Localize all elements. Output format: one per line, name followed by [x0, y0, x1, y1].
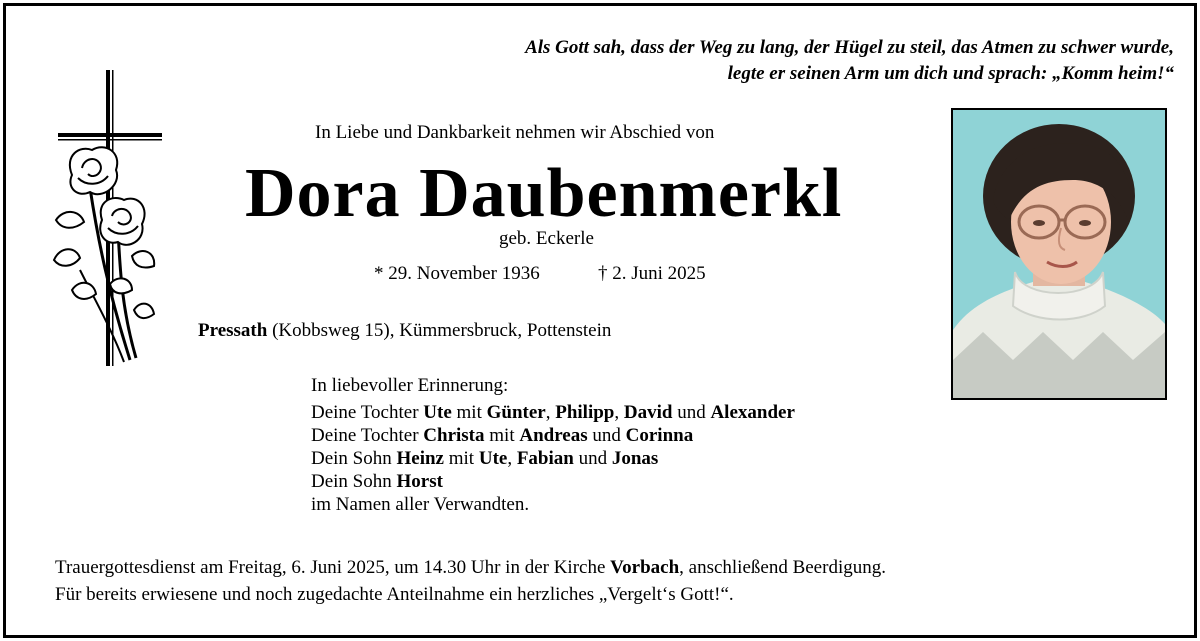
- service-text: Trauergottesdienst am Freitag, 6. Juni 2025, um 14.30 Uhr in der Kirche: [55, 557, 611, 578]
- mourner-name: Christa: [423, 425, 485, 446]
- service-line-1: [55, 554, 886, 581]
- maiden-name: geb. Eckerle: [499, 228, 594, 249]
- mourner-line: [311, 470, 795, 493]
- mourner-name: Horst: [396, 471, 443, 492]
- mourner-text: ,: [545, 402, 556, 423]
- mourners-heading: In liebevoller Erinnerung:: [311, 375, 509, 396]
- mourner-name: Ute: [478, 448, 508, 469]
- portrait-photo: [951, 108, 1167, 400]
- mourner-text: ,: [507, 448, 517, 469]
- mourner-text: Deine Tochter: [311, 402, 424, 423]
- service-block: [55, 554, 886, 608]
- residence-details: (Kobbsweg 15), Kümmersbruck, Pottenstein: [267, 320, 612, 341]
- cross-with-roses-icon: [50, 70, 165, 368]
- portrait-illustration: [953, 110, 1165, 398]
- mourner-lines: [311, 401, 795, 516]
- mourner-text: ,: [614, 402, 624, 423]
- service-burial: , anschließend Beerdigung.: [679, 557, 886, 578]
- mourner-name: Alexander: [710, 402, 795, 423]
- mourner-text: und: [587, 425, 626, 446]
- mourner-name: Andreas: [519, 425, 588, 446]
- motto-line-1: Als Gott sah, dass der Weg zu lang, der Hügel zu steil, das Atmen zu schwer wurde,: [525, 37, 1174, 58]
- mourner-text: mit: [444, 448, 479, 469]
- mourner-text: mit: [484, 425, 520, 446]
- mourner-name: Corinna: [625, 425, 694, 446]
- mourner-text: Dein Sohn: [311, 471, 397, 492]
- residence-town: Pressath: [198, 320, 268, 341]
- farewell-intro: In Liebe und Dankbarkeit nehmen wir Abschied von: [315, 122, 715, 143]
- mourner-text: und: [573, 448, 612, 469]
- mourner-text: und: [672, 402, 711, 423]
- mourner-name: Fabian: [516, 448, 574, 469]
- mourner-name: Philipp: [555, 402, 615, 423]
- thanks-line: Für bereits erwiesene und noch zugedachte Anteilnahme ein herzliches „Vergelt‘s Gott!“.: [55, 584, 734, 605]
- deceased-name: Dora Daubenmerkl: [245, 155, 843, 232]
- motto-line-2: legte er seinen Arm um dich und sprach: „Komm heim!“: [727, 63, 1174, 84]
- birth-date: * 29. November 1936: [374, 263, 540, 284]
- mourner-text: mit: [451, 402, 487, 423]
- mourner-line: [311, 424, 795, 447]
- death-date: † 2. Juni 2025: [598, 263, 706, 284]
- mourner-name: Ute: [423, 402, 452, 423]
- mourner-name: Heinz: [396, 448, 444, 469]
- mourner-line: [311, 401, 795, 424]
- mourner-text: Dein Sohn: [311, 448, 397, 469]
- service-church: Vorbach: [610, 557, 680, 578]
- mourner-line: [311, 447, 795, 470]
- mourner-text: im Namen aller Verwandten.: [311, 494, 530, 515]
- residence-places: [198, 320, 611, 342]
- mourners-block: [311, 374, 795, 516]
- mourner-text: Deine Tochter: [311, 425, 424, 446]
- mourner-line: [311, 493, 795, 516]
- mourner-name: David: [623, 402, 673, 423]
- mourner-name: Jonas: [611, 448, 659, 469]
- mourner-name: Günter: [486, 402, 546, 423]
